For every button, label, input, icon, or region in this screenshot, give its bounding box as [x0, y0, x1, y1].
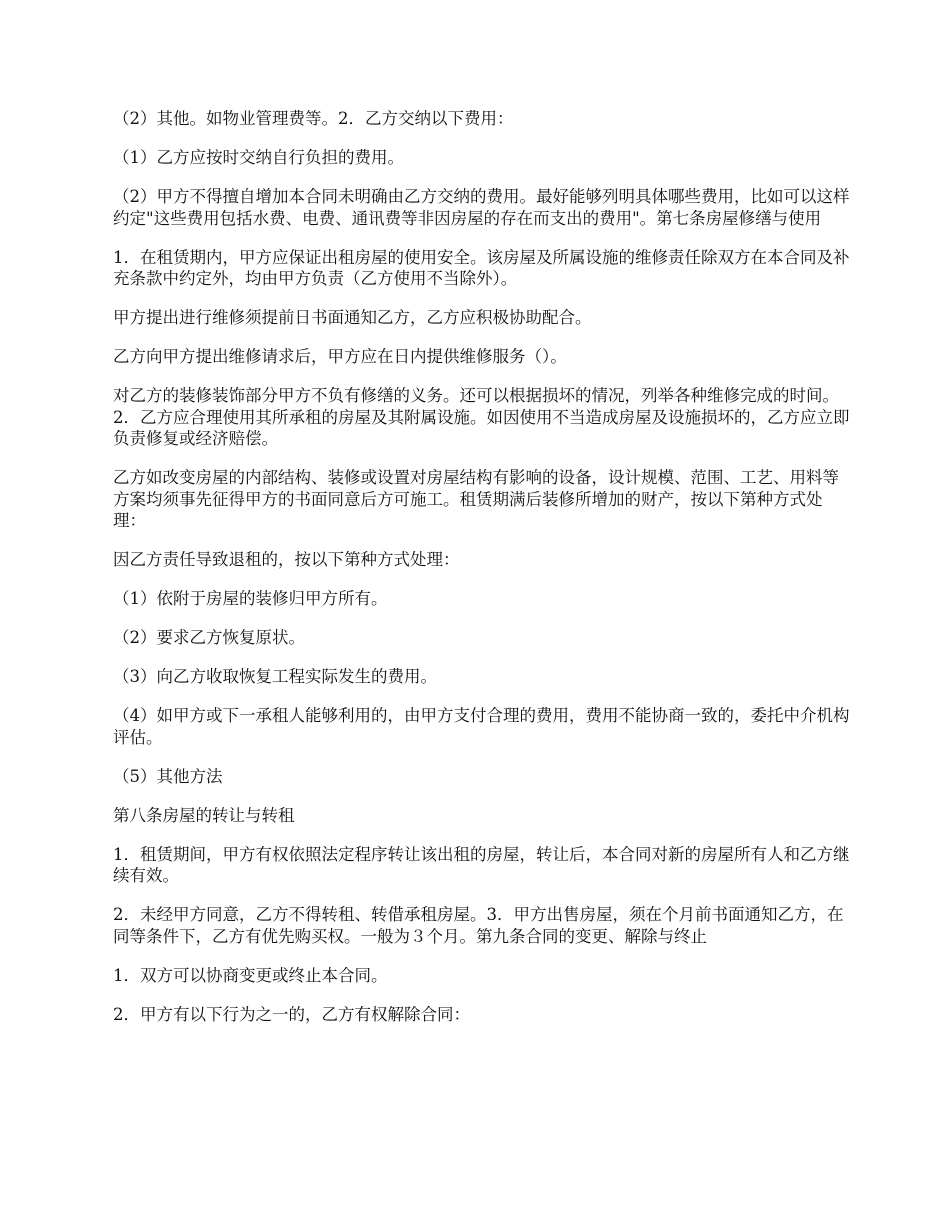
document-body: [113, 108, 853, 1025]
paragraph-no-extra-fees: （2）甲方不得擅自增加本合同未明确由乙方交纳的费用。最好能够列明具体哪些费用，比如可以这样约定"这些费用包括水费、电费、通讯费等非因房屋的存在而支出的费用"。第七条房屋修缮与使用: [113, 187, 850, 228]
paragraph-structure-change: 乙方如改变房屋的内部结构、装修或设置对房屋结构有影响的设备，设计规模、范围、工艺、用料等方案均须事先征得甲方的书面同意后方可施工。租赁期满后装修所增加的财产，按以下第种方式处理：: [113, 468, 839, 530]
list-item-option-5: （5）其他方法: [113, 766, 223, 786]
list-item-option-2: （2）要求乙方恢复原状。: [113, 628, 305, 647]
paragraph-repair-request: 乙方向甲方提出维修请求后，甲方应在日内提供维修服务（）。: [113, 347, 567, 366]
paragraph-early-termination: 因乙方责任导致退租的，按以下第种方式处理：: [113, 550, 460, 569]
paragraph-repair-responsibility: 1．在租赁期内，甲方应保证出租房屋的使用安全。该房屋及所属设施的维修责任除双方在本合同及补充条款中约定外，均由甲方负责（乙方使用不当除外）。: [113, 247, 850, 288]
paragraph-change-termination: 1．双方可以协商变更或终止本合同。: [113, 965, 388, 985]
paragraph-decoration-repair: 对乙方的装修装饰部分甲方不负有修缮的义务。还可以根据损坏的情况，列举各种维修完成的时间。2．乙方应合理使用其所承租的房屋及其附属设施。如因使用不当造成房屋及设施损坏的，乙方应立即负责修复或经济赔偿。: [113, 386, 850, 448]
list-item-option-4: （4）如甲方或下一承租人能够利用的，由甲方支付合理的费用，费用不能协商一致的，委托中介机构评估。: [113, 706, 850, 747]
paragraph-sublease: 2．未经甲方同意，乙方不得转租、转借承租房屋。3．甲方出售房屋，须在个月前书面通知乙方，在同等条件下，乙方有优先购买权。一般为３个月。第九条合同的变更、解除与终止: [113, 905, 844, 946]
paragraph-repair-notice: 甲方提出进行维修须提前日书面通知乙方，乙方应积极协助配合。: [113, 308, 592, 327]
paragraph-tenant-pay-on-time: （1）乙方应按时交纳自行负担的费用。: [113, 148, 404, 167]
section-heading-transfer: 第八条房屋的转让与转租: [113, 805, 295, 825]
list-item-option-1: （1）依附于房屋的装修归甲方所有。: [113, 589, 388, 608]
paragraph-transfer-right: 1．租赁期间，甲方有权依照法定程序转让该出租的房屋，转让后，本合同对新的房屋所有人和乙方继续有效。: [113, 844, 850, 885]
paragraph-other-fees: （2）其他。如物业管理费等。2．乙方交纳以下费用：: [113, 109, 514, 128]
list-item-option-3: （3）向乙方收取恢复工程实际发生的费用。: [113, 667, 437, 686]
paragraph-termination-right: 2．甲方有以下行为之一的，乙方有权解除合同：: [113, 1004, 470, 1024]
